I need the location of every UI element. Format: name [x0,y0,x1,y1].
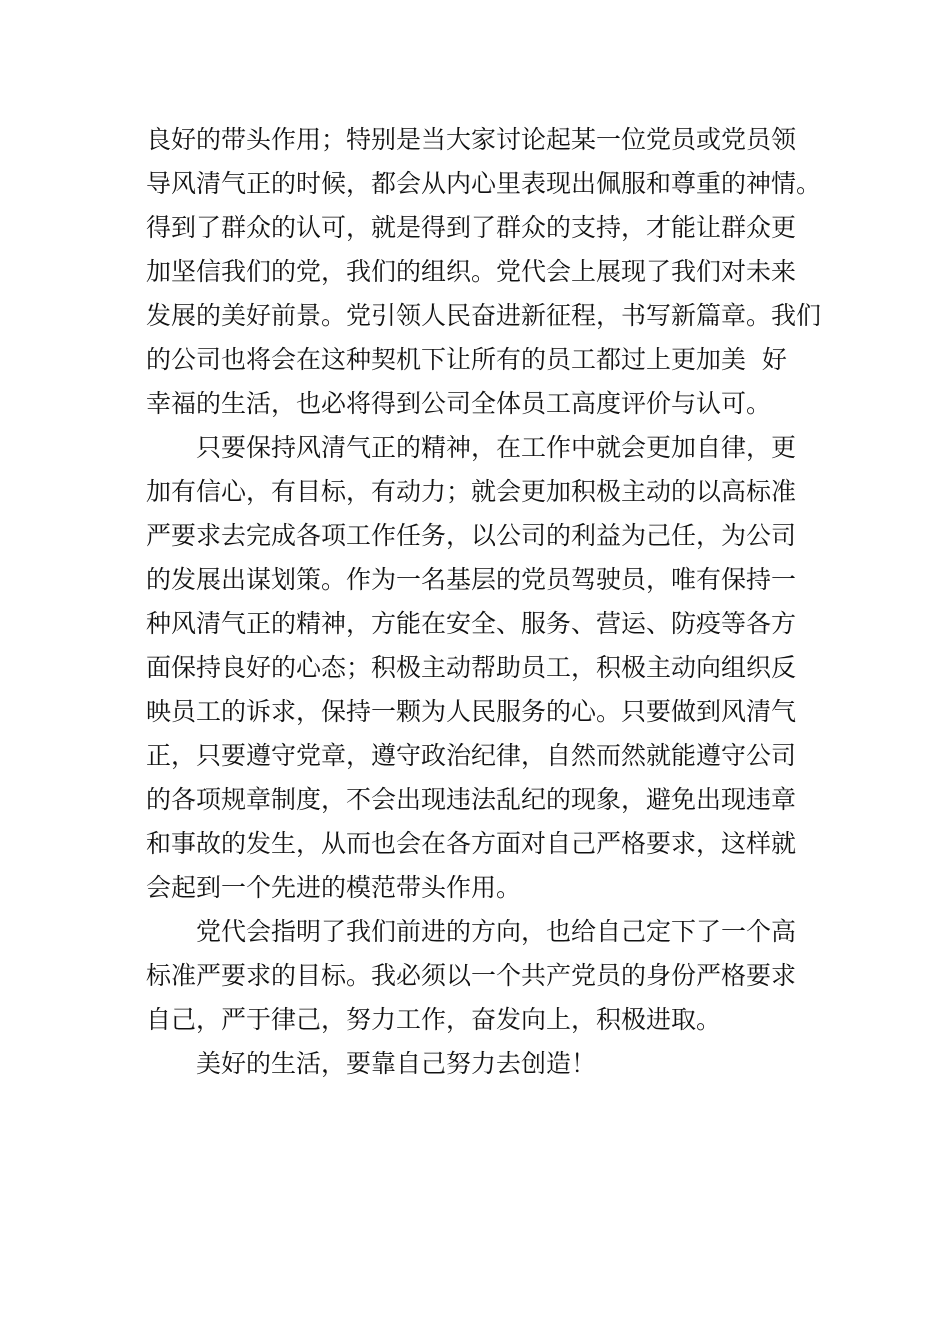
paragraph-1 [146,118,822,426]
document-body [146,118,822,1086]
text-line: 的公司也将会在这种契机下让所有的员工都过上更加美 好 [146,345,787,374]
text-line: 导风清气正的时候，都会从内心里表现出佩服和尊重的神情。 [146,169,822,198]
paragraph-3 [146,910,811,1042]
text-line: 只要保持风清气正的精神，在工作中就会更加自律，更 [196,433,797,462]
text-line: 得到了群众的认可，就是得到了群众的支持，才能让群众更 [146,213,797,242]
paragraph-4 [146,1042,811,1086]
text-line: 自己，严于律己，努力工作，奋发向上，积极进取。 [146,1005,722,1034]
text-line: 发展的美好前景。党引领人民奋进新征程，书写新篇章。我们 [146,301,822,330]
text-line: 幸福的生活，也必将得到公司全体员工高度评价与认可。 [146,389,772,418]
text-line: 面保持良好的心态；积极主动帮助员工，积极主动向组织反 [146,653,797,682]
text-line: 标准严要求的目标。我必须以一个共产党员的身份严格要求 [146,961,797,990]
text-line: 加有信心，有目标，有动力；就会更加积极主动的以高标准 [146,477,797,506]
text-line: 的各项规章制度，不会出现违法乱纪的现象，避免出现违章 [146,785,797,814]
text-line: 严要求去完成各项工作任务，以公司的利益为己任，为公司 [146,521,797,550]
text-line: 良好的带头作用；特别是当大家讨论起某一位党员或党员领 [146,125,797,154]
text-line: 美好的生活，要靠自己努力去创造！ [196,1049,597,1078]
text-line: 和事故的发生，从而也会在各方面对自己严格要求，这样就 [146,829,797,858]
text-line: 加坚信我们的党，我们的组织。党代会上展现了我们对未来 [146,257,797,286]
text-line: 党代会指明了我们前进的方向，也给自己定下了一个高 [196,917,797,946]
text-line: 的发展出谋划策。作为一名基层的党员驾驶员，唯有保持一 [146,565,797,594]
text-line: 映员工的诉求，保持一颗为人民服务的心。只要做到风清气 [146,697,797,726]
text-line: 会起到一个先进的模范带头作用。 [146,873,522,902]
paragraph-2 [146,426,811,910]
text-line: 正，只要遵守党章，遵守政治纪律，自然而然就能遵守公司 [146,741,797,770]
text-line: 种风清气正的精神，方能在安全、服务、营运、防疫等各方 [146,609,797,638]
